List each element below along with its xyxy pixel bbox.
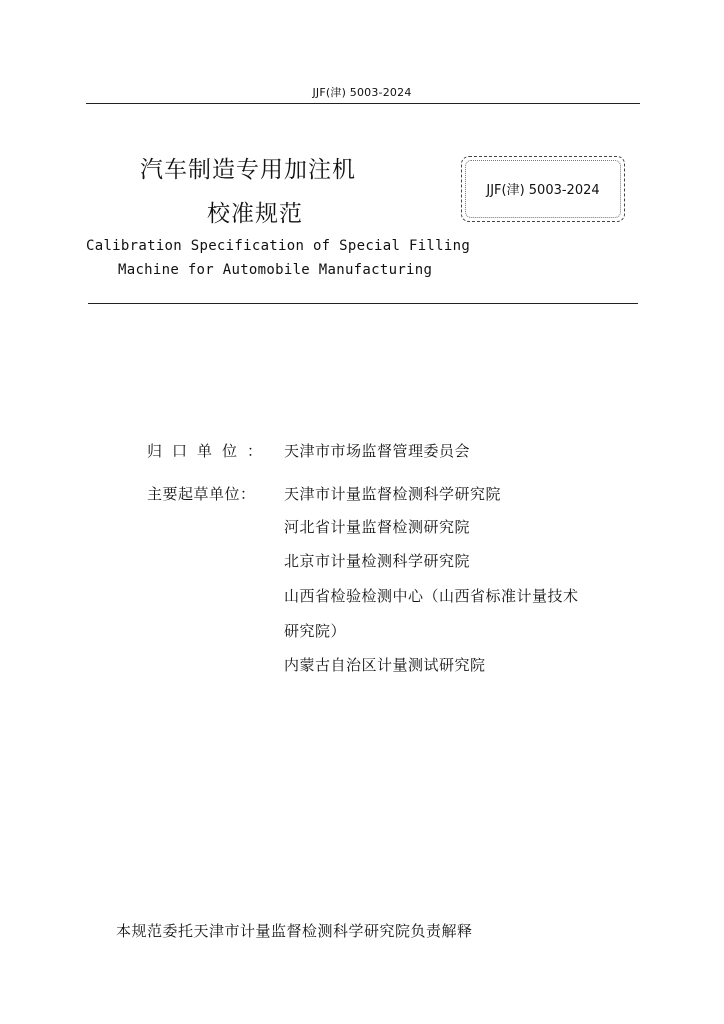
standard-code-box-text: JJF(津) 5003-2024 <box>486 183 600 198</box>
title-divider <box>88 303 638 304</box>
interpretation-note: 本规范委托天津市计量监督检测科学研究院负责解释 <box>116 922 473 940</box>
title-english-line-2: Machine for Automobile Manufacturing <box>118 262 433 278</box>
standard-code-box <box>461 156 625 222</box>
header-divider <box>86 103 640 104</box>
title-chinese-line-2: 校准规范 <box>207 201 303 227</box>
drafting-unit-item: 河北省计量监督检测研究院 <box>284 518 471 536</box>
drafting-unit-item: 研究院） <box>284 622 347 640</box>
drafting-unit-item: 内蒙古自治区计量测试研究院 <box>284 656 486 674</box>
header-standard-code: JJF(津) 5003-2024 <box>312 86 412 99</box>
drafting-unit-item: 山西省检验检测中心（山西省标准计量技术 <box>284 587 579 605</box>
responsible-unit-label: 归口单位： <box>147 442 273 460</box>
title-english-line-1: Calibration Specification of Special Filling <box>86 238 471 254</box>
drafting-units-label: 主要起草单位： <box>147 485 256 503</box>
title-chinese-line-1: 汽车制造专用加注机 <box>140 157 356 183</box>
responsible-unit-value: 天津市市场监督管理委员会 <box>284 442 471 460</box>
drafting-unit-item: 北京市计量检测科学研究院 <box>284 552 471 570</box>
drafting-unit-item: 天津市计量监督检测科学研究院 <box>284 485 502 503</box>
